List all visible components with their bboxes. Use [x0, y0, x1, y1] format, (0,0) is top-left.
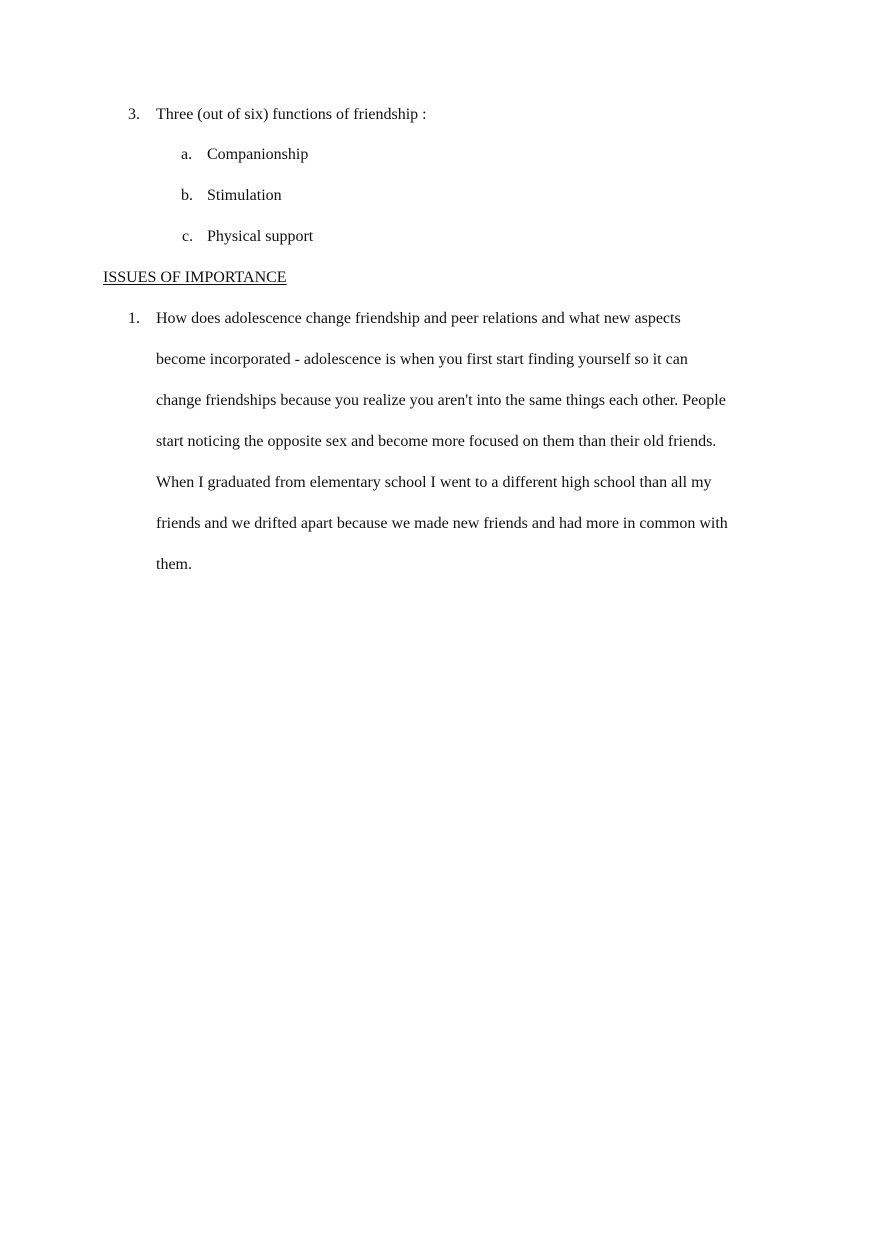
paragraph-line: When I graduated from elementary school I went to a different high school than all my — [156, 474, 712, 491]
paragraph-line: them. — [156, 556, 192, 573]
list-number: 1. — [128, 310, 140, 327]
sub-item-text: Companionship — [207, 146, 309, 163]
sub-item-text: Physical support — [207, 228, 314, 245]
paragraph-line: How does adolescence change friendship and peer relations and what new aspects — [156, 310, 681, 327]
section-heading: ISSUES OF IMPORTANCE — [103, 269, 287, 286]
paragraph-line: become incorporated - adolescence is when you first start finding yourself so it can — [156, 351, 688, 368]
list-number: 3. — [128, 106, 140, 123]
sub-item-letter: c. — [182, 228, 194, 245]
paragraph-line: start noticing the opposite sex and become more focused on them than their old friends. — [156, 433, 717, 450]
list-item-title: Three (out of six) functions of friendship : — [156, 106, 427, 123]
paragraph-line: change friendships because you realize you aren't into the same things each other. People — [156, 392, 726, 409]
sub-item-letter: a. — [181, 146, 193, 163]
sub-item-text: Stimulation — [207, 187, 282, 204]
sub-item-letter: b. — [181, 187, 193, 204]
paragraph-line: friends and we drifted apart because we made new friends and had more in common with — [156, 515, 728, 532]
